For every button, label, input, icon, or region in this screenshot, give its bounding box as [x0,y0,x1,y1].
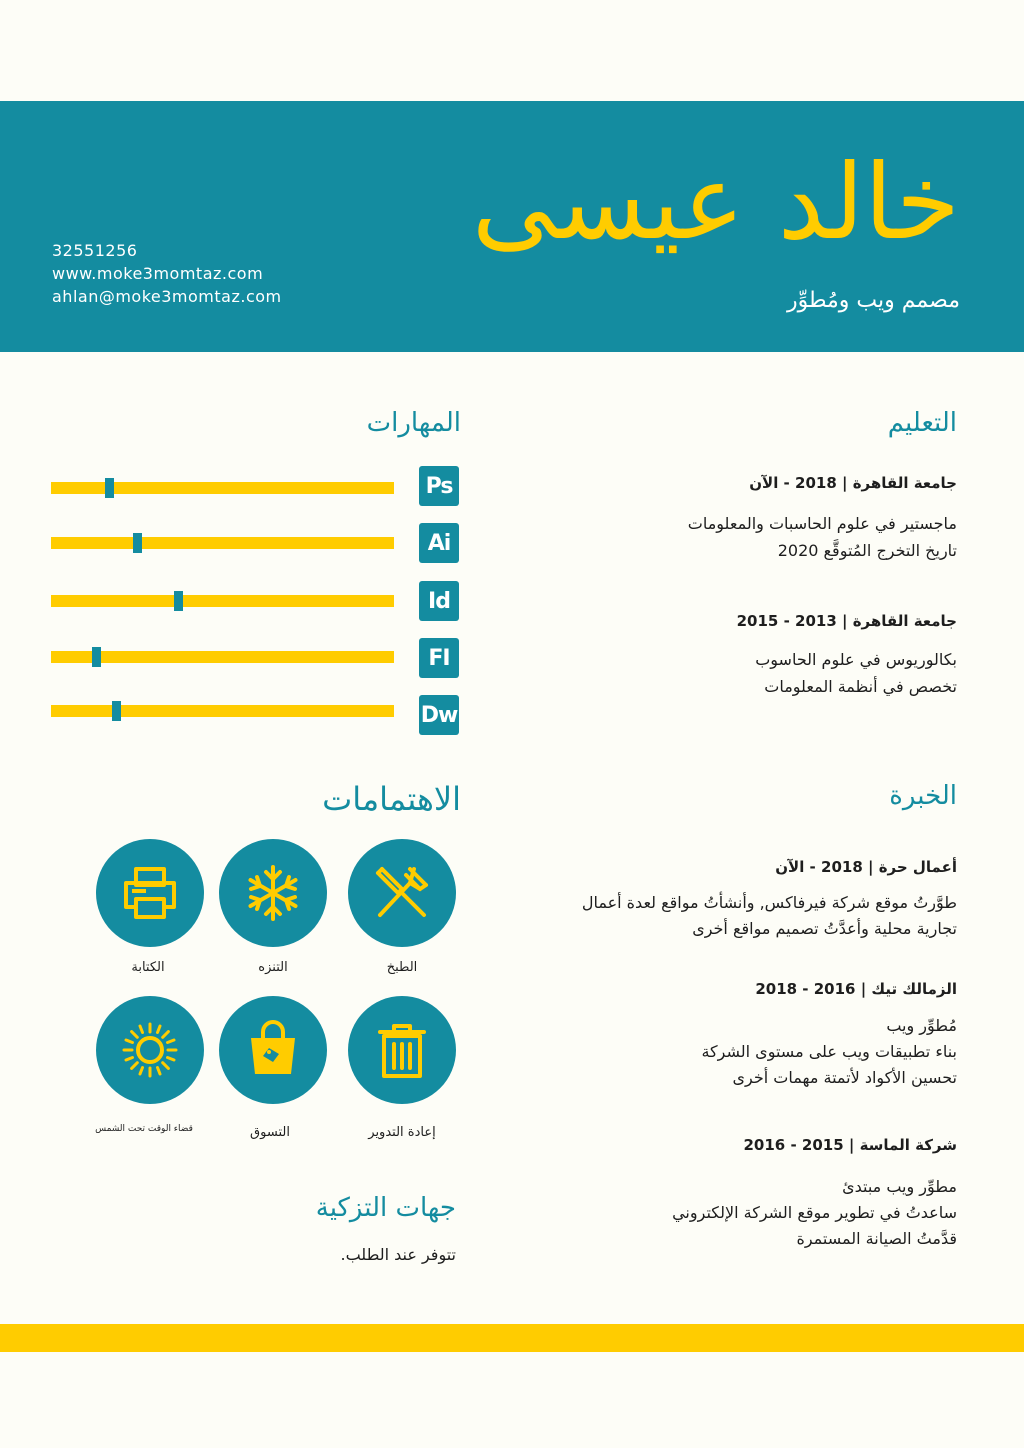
skill-bar-illustrator [51,537,394,549]
interest-sun [96,996,204,1104]
education-1-line-2: تاريخ التخرج المُتوقَّع 2020 [777,541,957,560]
skill-level-marker [133,533,142,553]
interest-label-shopping: التسوق [250,1125,290,1140]
indesign-badge: Id [419,581,459,621]
skill-bar-photoshop [51,482,394,494]
education-2-title: جامعة القاهرة | 2013 - 2015 [736,612,957,630]
experience-1-line-1: طوَّرتُ موقع شركة فيرفاكس, وأنشأتُ مواقع لعدة أعمال [581,893,957,912]
photoshop-badge: Ps [419,466,459,506]
skill-level-marker [112,701,121,721]
skill-level-marker [92,647,101,667]
education-1-title: جامعة القاهرة | 2018 - الآن [749,474,957,492]
website-link[interactable]: www.moke3momtaz.com [52,264,264,283]
references-text: تتوفر عند الطلب. [340,1245,456,1264]
phone-number: 32551256 [52,241,138,260]
shopping-bag-icon [241,1018,305,1082]
interest-hiking [219,839,327,947]
skill-bar-flash [51,651,394,663]
experience-1-title: أعمال حرة | 2018 - الآن [775,858,957,876]
references-heading: جهات التزكية [315,1193,456,1223]
interest-label-sun: قضاء الوقت تحت الشمس [95,1124,193,1134]
education-heading: التعليم [887,408,957,438]
job-title: مصمم ويب ومُطوِّر [786,288,960,313]
experience-heading: الخبرة [889,781,957,811]
cooking-utensils-icon [370,861,434,925]
trash-bin-icon [370,1018,434,1082]
interest-shopping [219,996,327,1104]
experience-2-line-1: مُطوِّر ويب [886,1016,957,1035]
experience-1-line-2: تجارية محلية وأعدَّتُ تصميم مواقع أخرى [692,919,957,938]
education-2-line-1: بكالوريوس في علوم الحاسوب [755,650,957,669]
illustrator-badge: Ai [419,523,459,563]
snowflake-icon [241,861,305,925]
interest-writing [96,839,204,947]
skill-level-marker [105,478,114,498]
person-name: خالد عيسى [471,141,960,263]
interest-label-hiking: التنزه [258,960,288,975]
footer-bar [0,1324,1024,1352]
experience-3-line-3: قدَّمتُ الصيانة المستمرة [796,1229,957,1248]
sun-icon [118,1018,182,1082]
education-2-line-2: تخصص في أنظمة المعلومات [764,677,957,696]
experience-3-title: شركة الماسة | 2015 - 2016 [743,1136,957,1154]
experience-2-title: الزمالك تيك | 2016 - 2018 [755,980,957,998]
skill-bar-indesign [51,595,394,607]
email-link[interactable]: ahlan@moke3momtaz.com [52,287,282,306]
experience-3-line-2: ساعدتُ في تطوير موقع الشركة الإلكتروني [672,1203,957,1222]
flash-badge: FI [419,638,459,678]
interest-label-recycling: إعادة التدوير [368,1125,436,1140]
interest-recycling [348,996,456,1104]
experience-2-line-2: بناء تطبيقات ويب على مستوى الشركة [701,1042,957,1061]
education-1-line-1: ماجستير في علوم الحاسبات والمعلومات [687,514,957,533]
interests-heading: الاهتمامات [322,780,461,818]
contact-block [52,239,282,308]
interest-label-cooking: الطبخ [386,960,418,975]
printer-icon [118,861,182,925]
interest-label-writing: الكتابة [131,960,165,975]
experience-2-line-3: تحسين الأكواد لأتمتة مهمات أخرى [732,1068,957,1087]
experience-3-line-1: مطوِّر ويب مبتدئ [842,1177,957,1196]
skills-heading: المهارات [366,408,461,438]
dreamweaver-badge: Dw [419,695,459,735]
skill-bar-dreamweaver [51,705,394,717]
skill-level-marker [174,591,183,611]
interest-cooking [348,839,456,947]
